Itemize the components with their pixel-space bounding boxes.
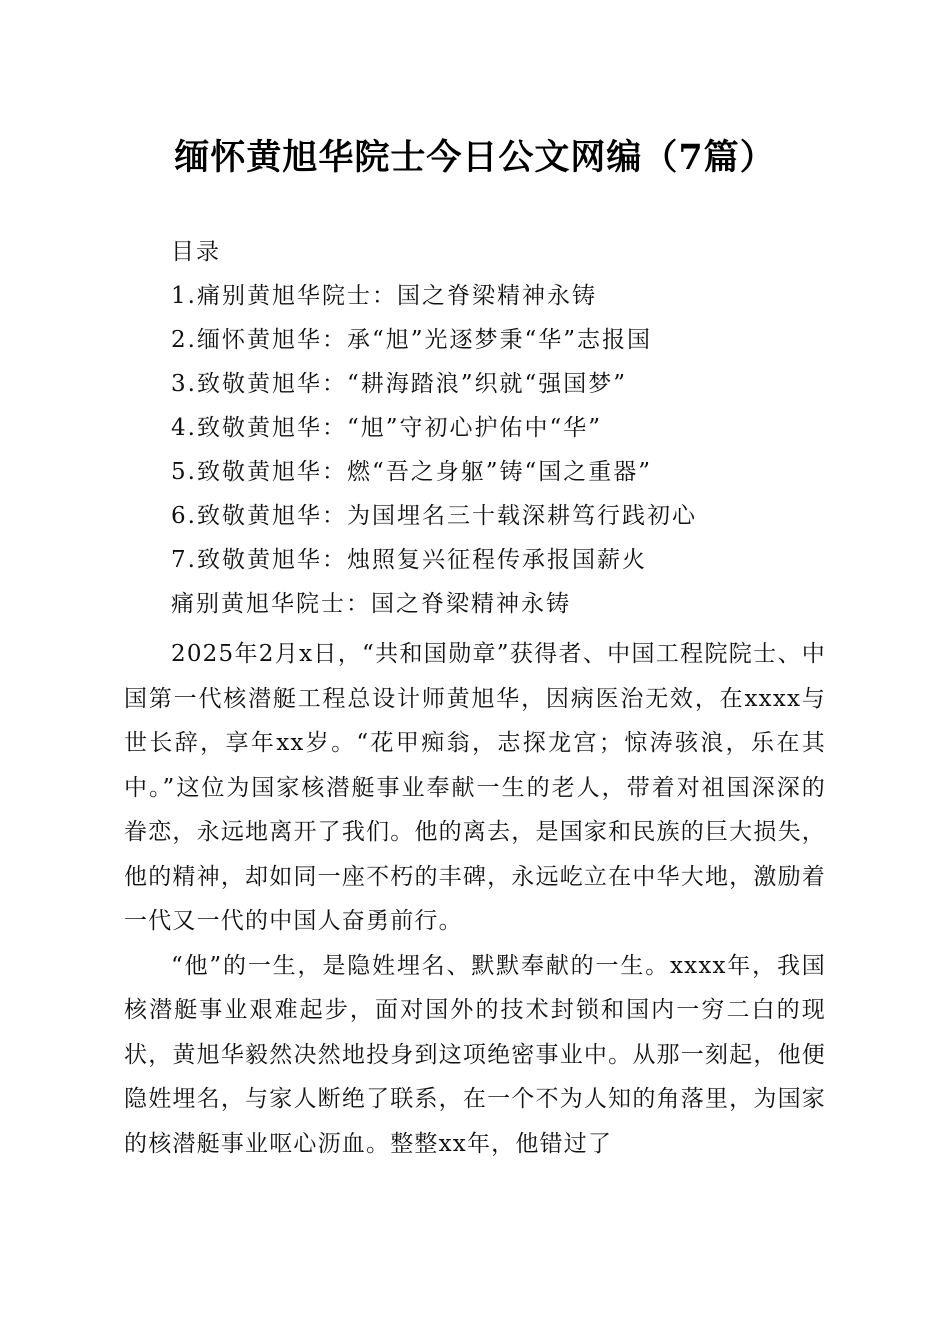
document-title: 缅怀黄旭华院士今日公文网编（7篇） (174, 137, 776, 178)
toc-item: 7.致敬黄旭华：烛照复兴征程传承报国薪火 (171, 547, 647, 573)
section-title: 痛别黄旭华院士：国之脊梁精神永铸 (171, 591, 571, 617)
toc-item: 4.致敬黄旭华：“旭”守初心护佑中“华” (171, 415, 602, 441)
toc-item: 1.痛别黄旭华院士：国之脊梁精神永铸 (171, 283, 597, 309)
toc-item: 3.致敬黄旭华：“耕海踏浪”织就“强国梦” (171, 371, 627, 397)
toc-heading: 目录 (171, 239, 221, 265)
toc-item: 2.缅怀黄旭华：承“旭”光逐梦秉“华”志报国 (171, 327, 652, 353)
toc-item: 5.致敬黄旭华：燃“吾之身躯”铸“国之重器” (171, 459, 652, 485)
paragraph: 2025年2月x日，“共和国勋章”获得者、中国工程院院士、中国第一代核潜艇工程总设计师黄旭华，因病医治无效，在xxxx与世长辞，享年xx岁。“花甲痴翁，志探龙宫；惊涛骇浪，乐在其中。”这位为国家核潜艇事业奉献一生的老人，带着对祖国深深的眷恋，永远地离开了我们。他的离去，是国家和民族的巨大损失，他的精神，却如同一座不朽的丰碑，永远屹立在中华大地，激励着一代又一代的中国人奋勇前行。 (124, 641, 826, 934)
table-of-contents (171, 230, 851, 626)
body-text (124, 632, 826, 1166)
toc-item: 6.致敬黄旭华：为国埋名三十载深耕笃行践初心 (171, 503, 697, 529)
paragraph: “他”的一生，是隐姓埋名、默默奉献的一生。xxxx年，我国核潜艇事业艰难起步，面对国外的技术封锁和国内一穷二白的现状，黄旭华毅然决然地投身到这项绝密事业中。从那一刻起，他便隐姓埋名，与家人断绝了联系，在一个不为人知的角落里，为国家的核潜艇事业呕心沥血。整整xx年，他错过了 (124, 952, 826, 1157)
